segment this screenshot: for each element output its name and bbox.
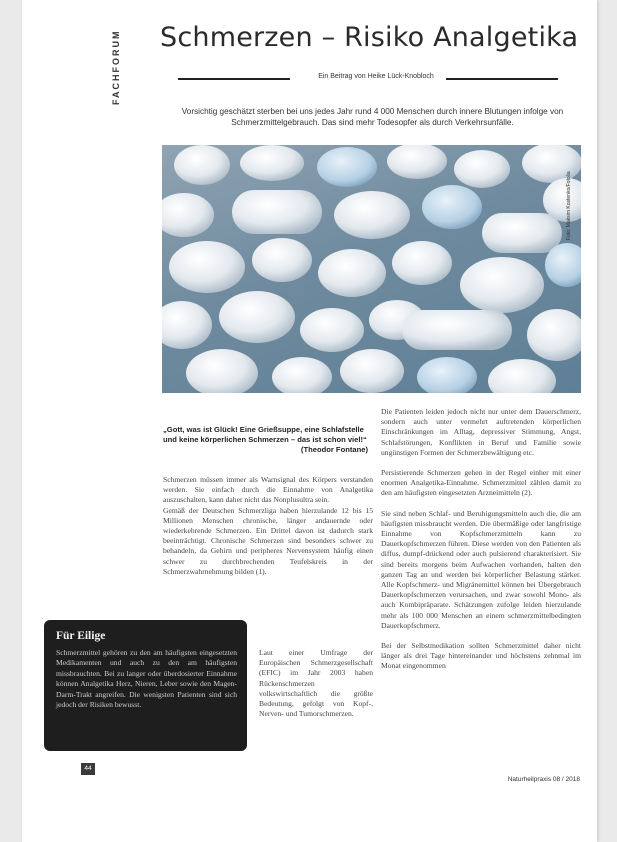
article-column-1-continued xyxy=(259,648,373,729)
paragraph: Persistierende Schmerzen gehen in der Regel einher mit einer enormen Analgetika-Einnahme. Schmerzmittel zählen damit zu den am häufigsten eingesetzten Arzneimitteln (2). xyxy=(381,468,581,498)
summary-box xyxy=(44,620,247,751)
article-column-1 xyxy=(163,475,373,577)
byline xyxy=(160,73,580,85)
article-title: Schmerzen – Risiko Analgetika xyxy=(160,22,579,53)
quote-text: „Gott, was ist Glück! Eine Grießsuppe, eine Schlafstelle und keine körperlichen Schmerzen – das ist schon viel!“ xyxy=(163,425,367,444)
pills xyxy=(162,145,581,393)
byline-text: Ein Beitrag von Heike Lück-Knobloch xyxy=(318,73,434,80)
article-column-2 xyxy=(381,407,581,682)
lead-paragraph: Vorsichtig geschätzt sterben bei uns jedes Jahr rund 4 000 Menschen durch innere Blutungen infolge von Schmerzmittelgebrauch. Das sind mehr Todesopfer als durch Verkehrsunfälle. xyxy=(181,107,564,127)
paragraph: Schmerzen müssen immer als Warnsignal des Körpers verstanden werden. Sie einfach durch die Einnahme von Analgetika auszuschalten, kann daher nicht das Nonplusultra sein. xyxy=(163,475,373,505)
paragraph: Die Patienten leiden jedoch nicht nur unter dem Dauerschmerz, sondern auch unter vermehrt auftretenden körperlichen Einschränkungen im Alltag, depressiver Stimmung, Angst, Schlafstörungen, Konflikten in Beruf und Familie sowie ungünstigen Formen der Schmerzbewältigung etc. xyxy=(381,407,581,457)
byline-rule-right xyxy=(446,78,558,80)
paragraph: Laut einer Umfrage der Europäischen Schmerzgesellschaft (EFIC) im Jahr 2003 haben Rückenschmerzen volkswirtschaftlich die größte Bedeutung, gefolgt von Kopf-, Nerven- und Tumorschmerzen. xyxy=(259,648,373,719)
pull-quote xyxy=(163,425,368,455)
paragraph: Gemäß der Deutschen Schmerzliga haben hierzulande 12 bis 15 Millionen Menschen chronische, länger andauernde oder wiederkehrende Schmerzen. Ein Drittel davon ist dadurch stark beeinträchtigt. Chronische Schmerzen sind besonders schwer zu behandeln, da Gehirn und peripheres Nervensystem häufig einen schwer zu durchbrechenden Teufelskreis in der Schmerzwahrnehmung bilden (1). xyxy=(163,505,373,576)
quote-author: (Theodor Fontane) xyxy=(300,445,368,454)
section-label: FACHFORUM xyxy=(111,29,121,105)
summary-box-text: Schmerzmittel gehören zu den am häufigsten eingesetzten Medikamenten und auch zu den am häufigsten missbrauchten. Bei zu langer oder überdosierter Einnahme können Analgetika Herz, Nieren, Leber sowie den Magen-Darm-Trakt angreifen. Die wenigsten Patienten sind sich jedoch der Risiken bewusst. xyxy=(56,648,237,710)
page-number: 44 xyxy=(81,763,95,775)
summary-box-title: Für Eilige xyxy=(56,630,106,642)
byline-rule-left xyxy=(178,78,290,80)
photo-credit: Foto: Maksim Kostenko/Fotolia xyxy=(566,171,572,240)
paragraph: Sie sind neben Schlaf- und Beruhigungsmitteln auch die, die am häufigsten missbraucht werden. Die übermäßige oder langfristige Einnahme von Kopfschmerzmitteln kann zu Dauerkopfschmerzen führen. Diese werden von den Patienten als diffus, dumpf-drückend oder auch pulsierend charakterisiert. Sie sind bereits morgens beim Aufwachen vorhanden, halten den ganzen Tag an und werden bei körperlicher Belastung stärker. Alle Kopfschmerz- und Migränemittel können bei Übergebrauch Dauerkopfschmerzen verursachen, und zwar sowohl Mono- als auch Kombipräparate. Schätzungen zufolge leiden hierzulande mehr als 100 000 Menschen an einem schmerzmittelbedingten Dauerkopfschmerz. xyxy=(381,508,581,630)
pills-photo xyxy=(162,145,581,393)
paragraph: Bei der Selbstmedikation sollten Schmerzmittel daher nicht länger als drei Tage hintereinander und höchstens zehnmal im Monat eingenommen xyxy=(381,641,581,671)
issue-footer: Naturheilpraxis 08 / 2018 xyxy=(507,776,580,783)
